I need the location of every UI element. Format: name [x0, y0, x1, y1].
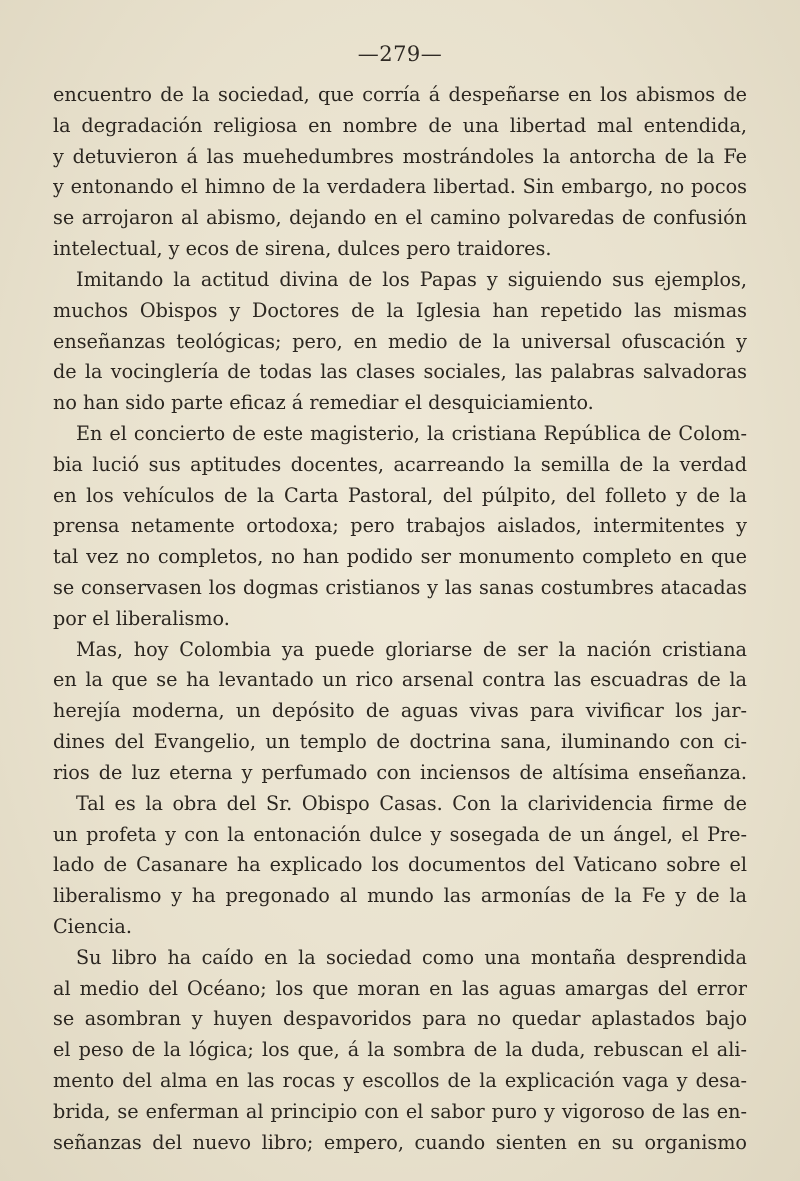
text-line: lado de Casanare ha explicado los documentos del Vaticano sobre el [53, 853, 747, 877]
text-line: encuentro de la sociedad, que corría á despeñarse en los abismos de [53, 83, 747, 106]
text-line: de la vocinglería de todas las clases sociales, las palabras salvadoras [53, 360, 747, 384]
text-line: En el concierto de este magisterio, la cristiana República de Colom- [76, 421, 747, 445]
text-line: Tal es la obra del Sr. Obispo Casas. Con la clarividencia firme de [76, 791, 747, 815]
text-line: por el liberalismo. [53, 606, 230, 630]
text-line: en los vehículos de la Carta Pastoral, del púlpito, del folleto y de la [53, 483, 747, 507]
text-line: herejía moderna, un depósito de aguas vivas para vivificar los jar- [53, 699, 747, 723]
text-line: mento del alma en las rocas y escollos de la explicación vaga y desa- [53, 1069, 747, 1092]
text-line: un profeta y con la entonación dulce y sosegada de un ángel, el Pre- [53, 822, 747, 846]
text-line: intelectual, y ecos de sirena, dulces pero traidores. [53, 237, 552, 261]
text-line: señanzas del nuevo libro; empero, cuando sienten en su organismo [53, 1130, 747, 1154]
text-line: se asombran y huyen despavoridos para no quedar aplastados bajo [53, 1007, 747, 1031]
text-line: enseñanzas teológicas; pero, en medio de la universal ofuscación y [53, 329, 747, 353]
text-line: bia lució sus aptitudes docentes, acarreando la semilla de la verdad [53, 452, 747, 476]
body-text [53, 80, 747, 1158]
text-line: rios de luz eterna y perfumado con inciensos de altísima enseñanza. [53, 760, 747, 784]
text-line: la degradación religiosa en nombre de una libertad mal entendida, [53, 113, 747, 137]
text-line: se arrojaron al abismo, dejando en el camino polvaredas de confusión [53, 206, 747, 230]
text-line: Mas, hoy Colombia ya puede gloriarse de ser la nación cristiana [76, 637, 747, 661]
text-line: Ciencia. [53, 914, 132, 938]
text-line: dines del Evangelio, un templo de doctrina sana, iluminando con ci- [53, 730, 747, 754]
text-line: en la que se ha levantado un rico arsenal contra las escuadras de la [53, 668, 747, 692]
text-line: y entonando el himno de la verdadera libertad. Sin embargo, no pocos [53, 175, 747, 199]
text-line: Su libro ha caído en la sociedad como una montaña desprendida [76, 945, 747, 969]
text-line: se conservasen los dogmas cristianos y las sanas costumbres atacadas [53, 576, 747, 599]
text-line: al medio del Océano; los que moran en las aguas amargas del error [53, 976, 747, 1000]
page-number: —279— [357, 42, 443, 66]
text-line: no han sido parte eficaz á remediar el desquiciamiento. [53, 391, 594, 415]
text-line: brida, se enferman al principio con el sabor puro y vigoroso de las en- [53, 1099, 747, 1123]
text-line: liberalismo y ha pregonado al mundo las armonías de la Fe y de la [53, 884, 747, 908]
text-line: y detuvieron á las muehedumbres mostrándoles la antorcha de la Fe [53, 144, 747, 168]
text-line: tal vez no completos, no han podido ser monumento completo en que [53, 545, 747, 569]
text-line: Imitando la actitud divina de los Papas y siguiendo sus ejemplos, [76, 267, 747, 291]
text-line: el peso de la lógica; los que, á la sombra de la duda, rebuscan el ali- [53, 1038, 747, 1062]
text-line: muchos Obispos y Doctores de la Iglesia han repetido las mismas [53, 298, 747, 322]
text-line: prensa netamente ortodoxa; pero trabajos aislados, intermitentes y [53, 514, 747, 538]
